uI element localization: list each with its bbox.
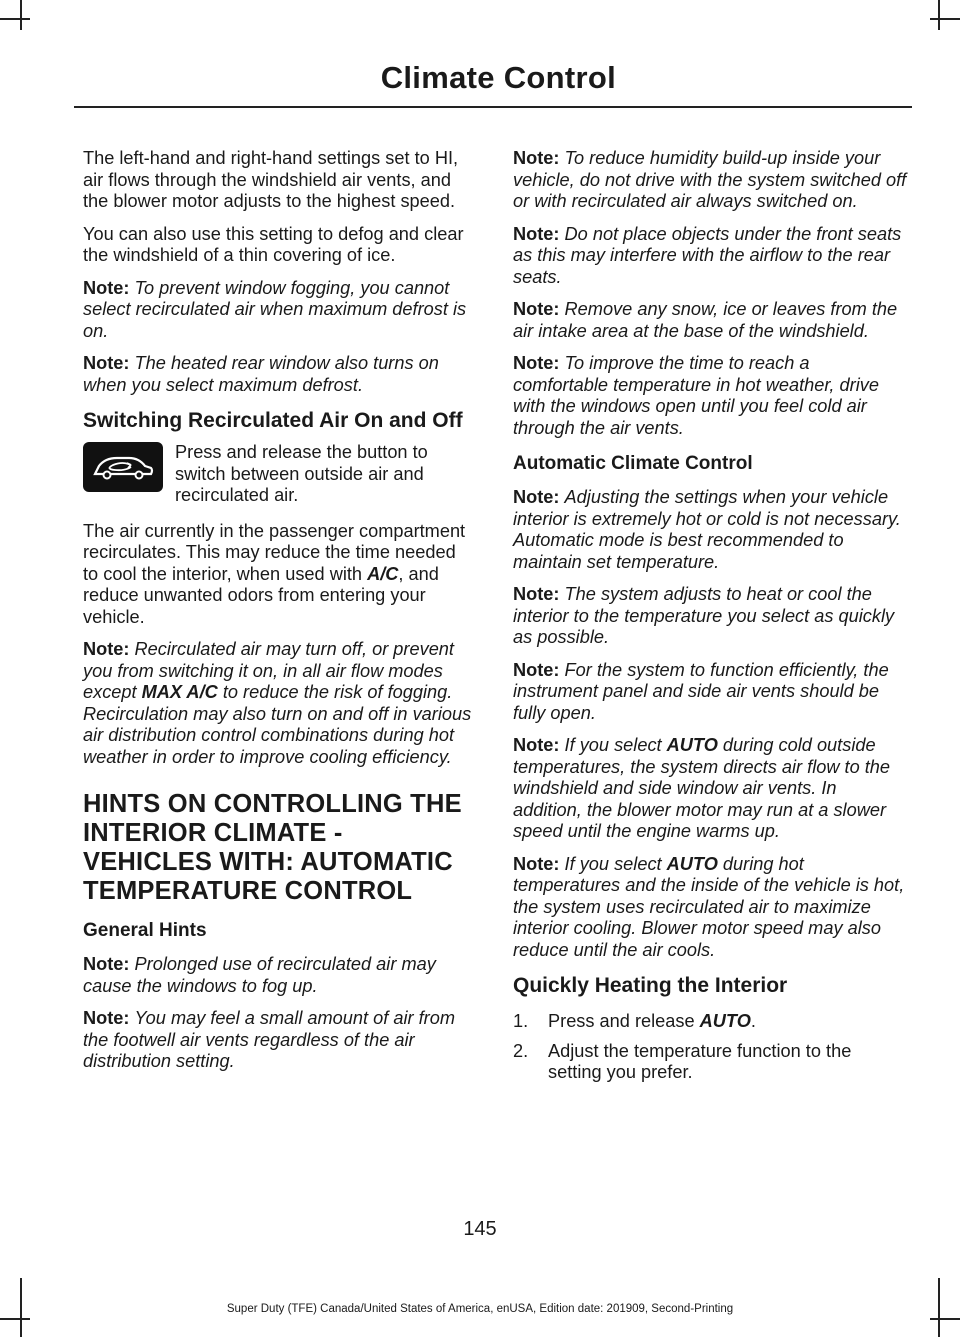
header-divider bbox=[74, 106, 912, 108]
text: during cold outside temperatures, the system directs air flow to the windshield and side window air vents. In addition, the blower motor may run at a slower speed until the engine warms up. bbox=[513, 735, 891, 841]
section-heading-recirculated-air: Switching Recirculated Air On and Off bbox=[83, 409, 463, 432]
recirculated-air-instruction: Press and release the button to switch between outside air and recirculated air. bbox=[175, 442, 428, 505]
note bbox=[513, 735, 907, 843]
note-text bbox=[513, 854, 904, 960]
auto-term: AUTO bbox=[699, 1011, 751, 1031]
section-heading-quick-heating: Quickly Heating the Interior bbox=[513, 974, 788, 997]
text: during hot temperatures and the inside of the vehicle is hot, the system uses recirculated air to maximize interior cooling. Blower motor speed may also reduce until the air cools. bbox=[513, 853, 905, 960]
note-label: Note: bbox=[513, 584, 560, 604]
note-text: Remove any snow, ice or leaves from the air intake area at the base of the windshield. bbox=[513, 299, 898, 341]
text: If you select bbox=[564, 735, 667, 755]
subheading-automatic-climate-control: Automatic Climate Control bbox=[513, 453, 753, 474]
note-text: You may feel a small amount of air from the footwell air vents regardless of the air distribution setting. bbox=[83, 1008, 455, 1071]
note-label: Note: bbox=[83, 277, 130, 298]
note-label: Note: bbox=[83, 639, 130, 659]
text: Press and release bbox=[548, 1011, 700, 1031]
footer-edition: Super Duty (TFE) Canada/United States of America, enUSA, Edition date: 201909, Second-Printing bbox=[226, 1303, 734, 1315]
text: . bbox=[750, 1011, 756, 1031]
note bbox=[83, 954, 475, 997]
note bbox=[83, 353, 475, 396]
note-text: The heated rear window also turns on when you select maximum defrost. bbox=[83, 353, 439, 395]
note bbox=[83, 639, 475, 768]
note-text: For the system to function efficiently, the instrument panel and side air vents should be fully open. bbox=[513, 659, 889, 723]
note-label: Note: bbox=[83, 353, 130, 373]
right-column bbox=[513, 148, 907, 1092]
note-label: Note: bbox=[513, 659, 560, 680]
steps-list bbox=[513, 1011, 907, 1084]
note-text: To prevent window fogging, you cannot select recirculated air when maximum defrost is on. bbox=[83, 277, 467, 341]
max-ac-term: MAX A/C bbox=[141, 682, 218, 702]
page-title: Climate Control bbox=[380, 60, 616, 95]
note-label: Note: bbox=[83, 954, 130, 974]
section-heading-hints: HINTS ON CONTROLLING THE INTERIOR CLIMATE - VEHICLES WITH: AUTOMATIC TEMPERATURE CONTROL bbox=[83, 790, 462, 905]
list-item bbox=[513, 1011, 907, 1033]
text: to reduce the risk of fogging. Recirculation may also turn on and off in various air distribution control combinations during hot weather in order to improve cooling efficiency. bbox=[83, 682, 472, 767]
note-text: Adjusting the settings when your vehicle interior is extremely hot or cold is not necessary. Automatic mode is best recommended to maintain set temperature. bbox=[513, 487, 901, 572]
note-label: Note: bbox=[513, 853, 560, 874]
note-label: Note: bbox=[513, 487, 560, 507]
text: The air currently in the passenger compartment recirculates. This may reduce the time needed to cool the interior, when used with bbox=[83, 520, 466, 584]
note bbox=[513, 299, 907, 342]
crop-mark bbox=[930, 1318, 960, 1320]
page-number: 145 bbox=[463, 1218, 497, 1240]
crop-mark bbox=[0, 18, 30, 20]
note-label: Note: bbox=[513, 299, 560, 319]
text: If you select bbox=[564, 853, 667, 874]
note bbox=[513, 353, 907, 439]
note-text bbox=[83, 639, 471, 767]
note bbox=[513, 224, 907, 289]
step-number: 2. bbox=[513, 1040, 529, 1061]
note-text: Do not place objects under the front seats as this may interfere with the airflow to the rear seats. bbox=[513, 223, 902, 287]
auto-term: AUTO bbox=[666, 853, 718, 874]
recirculated-air-icon bbox=[83, 442, 163, 492]
crop-mark bbox=[938, 0, 940, 30]
crop-mark bbox=[20, 0, 22, 30]
note-label: Note: bbox=[513, 735, 560, 755]
paragraph bbox=[83, 521, 475, 629]
subheading-general-hints: General Hints bbox=[83, 920, 207, 941]
crop-mark bbox=[0, 1318, 30, 1320]
step-text bbox=[548, 1011, 756, 1033]
note-label: Note: bbox=[83, 1008, 130, 1028]
note-text: To improve the time to reach a comfortable temperature in hot weather, drive with the windows open until you feel cold air through the air vents. bbox=[513, 353, 879, 438]
note-label: Note: bbox=[513, 353, 560, 373]
note-text: To reduce humidity build-up inside your vehicle, do not drive with the system switched off or with recirculated air always switched on. bbox=[513, 148, 907, 211]
note bbox=[83, 1008, 475, 1073]
note-label: Note: bbox=[513, 148, 560, 168]
text: , and reduce unwanted odors from entering your vehicle. bbox=[83, 563, 439, 627]
note bbox=[83, 278, 475, 343]
paragraph: The left-hand and right-hand settings set to HI, air flows through the windshield air vents, and the blower motor adjusts to the highest speed. bbox=[83, 148, 459, 211]
note-label: Note: bbox=[513, 223, 560, 244]
note bbox=[513, 660, 907, 725]
note bbox=[513, 584, 907, 649]
step-text: Adjust the temperature function to the setting you prefer. bbox=[548, 1040, 852, 1082]
list-item bbox=[513, 1041, 907, 1084]
note-text bbox=[513, 735, 890, 841]
note-text: The system adjusts to heat or cool the interior to the temperature you select as quickly as possible. bbox=[513, 584, 895, 647]
note bbox=[513, 854, 907, 962]
ac-term: A/C bbox=[367, 563, 399, 584]
auto-term: AUTO bbox=[666, 735, 718, 755]
crop-mark bbox=[930, 18, 960, 20]
paragraph: You can also use this setting to defog and clear the windshield of a thin covering of ice. bbox=[83, 223, 464, 265]
note bbox=[513, 148, 907, 213]
note-text: Prolonged use of recirculated air may cause the windows to fog up. bbox=[83, 954, 436, 996]
text: Recirculated air may turn off, or prevent you from switching it on, in all air flow modes except bbox=[83, 639, 454, 702]
step-number: 1. bbox=[513, 1011, 529, 1031]
recirculated-air-row bbox=[83, 442, 475, 507]
left-column bbox=[83, 148, 475, 1084]
note bbox=[513, 487, 907, 573]
